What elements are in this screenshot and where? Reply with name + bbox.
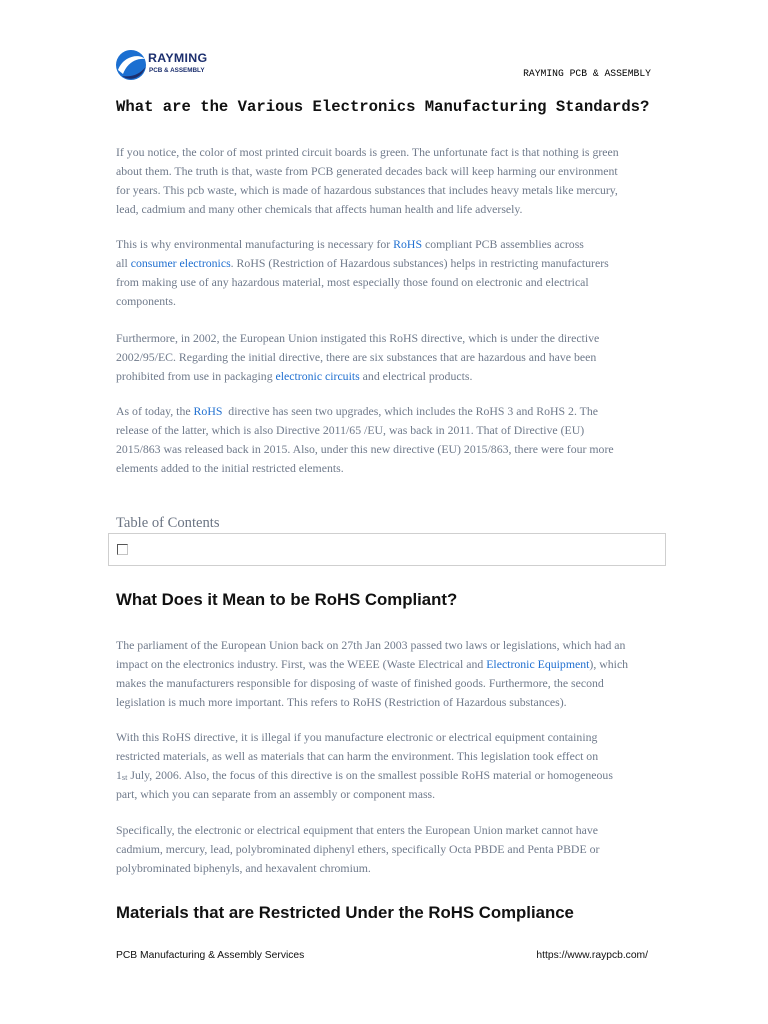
footer-services-text: PCB Manufacturing & Assembly Services	[116, 950, 305, 961]
text-run: cadmium, mercury, lead, polybrominated diphenyl ethers, specifically Octa PBDE and Penta PBDE or	[116, 841, 600, 856]
text-line	[116, 766, 613, 785]
text-line	[116, 421, 614, 440]
section-heading: What Does it Mean to be RoHS Compliant?	[116, 590, 458, 609]
text-run: from making use of any hazardous material, most especially those found on electronic and electrical	[116, 274, 589, 289]
text-run: components.	[116, 293, 176, 308]
text-run: makes the manufacturers responsible for disposing of waste of finished goods. Furthermore, the second	[116, 675, 604, 690]
paragraph	[116, 728, 613, 804]
logo-wordmark: RAYMING	[148, 51, 208, 65]
text-line	[116, 273, 609, 292]
text-line	[116, 821, 599, 840]
logo-tagline: PCB & ASSEMBLY	[149, 67, 205, 74]
paragraph	[116, 402, 614, 478]
text-line	[116, 785, 613, 804]
text-line	[116, 329, 599, 348]
text-run: lead, cadmium and many other chemicals that affects human health and life adversely.	[116, 201, 523, 216]
text-run: If you notice, the color of most printed circuit boards is green. The unfortunate fact is that nothing is green	[116, 144, 619, 159]
toc-box	[108, 533, 666, 566]
text-run: Furthermore, in 2002, the European Union instigated this RoHS directive, which is under the directive	[116, 330, 600, 345]
text-run: With this RoHS directive, it is illegal if you manufacture electronic or electrical equipment containing	[116, 729, 598, 744]
text-run: ), which	[589, 656, 629, 671]
text-run: polybrominated biphenyls, and hexavalent chromium.	[116, 860, 371, 875]
inline-link[interactable]: Electronic Equipment	[486, 656, 590, 671]
text-line	[116, 655, 628, 674]
text-run: 2015/863 was released back in 2015. Also, under this new directive (EU) 2015/863, there were four more	[116, 441, 614, 456]
text-run: As of today, the	[116, 403, 194, 418]
text-line	[116, 636, 628, 655]
paragraph	[116, 636, 628, 712]
text-line	[116, 143, 619, 162]
text-run: prohibited from use in packaging	[116, 368, 276, 383]
text-run: The parliament of the European Union back on 27th Jan 2003 passed two laws or legislations, which had an	[116, 637, 626, 652]
text-run: This is why environmental manufacturing is necessary for	[116, 236, 394, 251]
text-line	[116, 459, 614, 478]
text-line	[116, 292, 609, 311]
inline-link[interactable]: consumer electronics	[130, 255, 231, 270]
paragraph	[116, 821, 599, 878]
document-title: What are the Various Electronics Manufacturing Standards?	[116, 98, 650, 116]
text-run: . RoHS (Restriction of Hazardous substances) helps in restricting manufacturers	[230, 255, 609, 270]
text-run: impact on the electronics industry. First, was the WEEE (Waste Electrical and	[116, 656, 487, 671]
text-line	[116, 162, 619, 181]
text-line	[116, 693, 628, 712]
company-logo	[114, 48, 218, 84]
text-run: compliant PCB assemblies across	[422, 236, 584, 251]
text-line	[116, 840, 599, 859]
text-run: directive has seen two upgrades, which includes the RoHS 3 and RoHS 2. The	[222, 403, 598, 418]
text-run: for years. This pcb waste, which is made of hazardous substances that includes heavy metals like mercury,	[116, 182, 618, 197]
text-line	[116, 674, 628, 693]
text-run: 1	[116, 767, 122, 782]
text-run: release of the latter, which is also Directive 2011/65 /EU, was back in 2011. That of Directive (EU)	[116, 422, 585, 437]
ordinal-suffix: st	[121, 772, 128, 782]
text-run: elements added to the initial restricted elements.	[116, 460, 344, 475]
text-line	[116, 728, 613, 747]
text-run: July, 2006. Also, the focus of this directive is on the smallest possible RoHS material or homogeneous	[127, 767, 613, 782]
text-line	[116, 859, 599, 878]
text-run: part, which you can separate from an assembly or component mass.	[116, 786, 436, 801]
inline-link[interactable]: electronic circuits	[275, 368, 360, 383]
paragraph	[116, 143, 619, 219]
text-run: legislation is much more important. This refers to RoHS (Restriction of Hazardous substances).	[116, 694, 567, 709]
text-line	[116, 348, 599, 367]
inline-link[interactable]: RoHS	[393, 236, 423, 251]
text-line	[116, 747, 613, 766]
text-run: and electrical products.	[359, 368, 473, 383]
inline-link[interactable]: RoHS	[193, 403, 223, 418]
text-run: Specifically, the electronic or electrical equipment that enters the European Union market cannot have	[116, 822, 599, 837]
text-line	[116, 200, 619, 219]
text-run: restricted materials, as well as materials that can harm the environment. This legislation took effect on	[116, 748, 599, 763]
text-run: all	[116, 255, 131, 270]
text-line	[116, 367, 599, 386]
rayming-swirl-logo-icon	[114, 48, 148, 82]
toggle-icon[interactable]	[117, 544, 128, 555]
section-heading: Materials that are Restricted Under the RoHS Compliance	[116, 903, 574, 922]
text-line	[116, 181, 619, 200]
paragraph	[116, 329, 599, 386]
text-line	[116, 235, 609, 254]
footer-website-url: https://www.raypcb.com/	[536, 950, 648, 961]
paragraph	[116, 235, 609, 311]
text-line	[116, 440, 614, 459]
text-line	[116, 254, 609, 273]
running-header: RAYMING PCB & ASSEMBLY	[523, 68, 651, 79]
text-run: about them. The truth is that, waste from PCB generated decades back will keep harming our environment	[116, 163, 618, 178]
text-line	[116, 402, 614, 421]
text-run: 2002/95/EC. Regarding the initial directive, there are six substances that are hazardous and have been	[116, 349, 597, 364]
toc-heading: Table of Contents	[116, 515, 220, 531]
